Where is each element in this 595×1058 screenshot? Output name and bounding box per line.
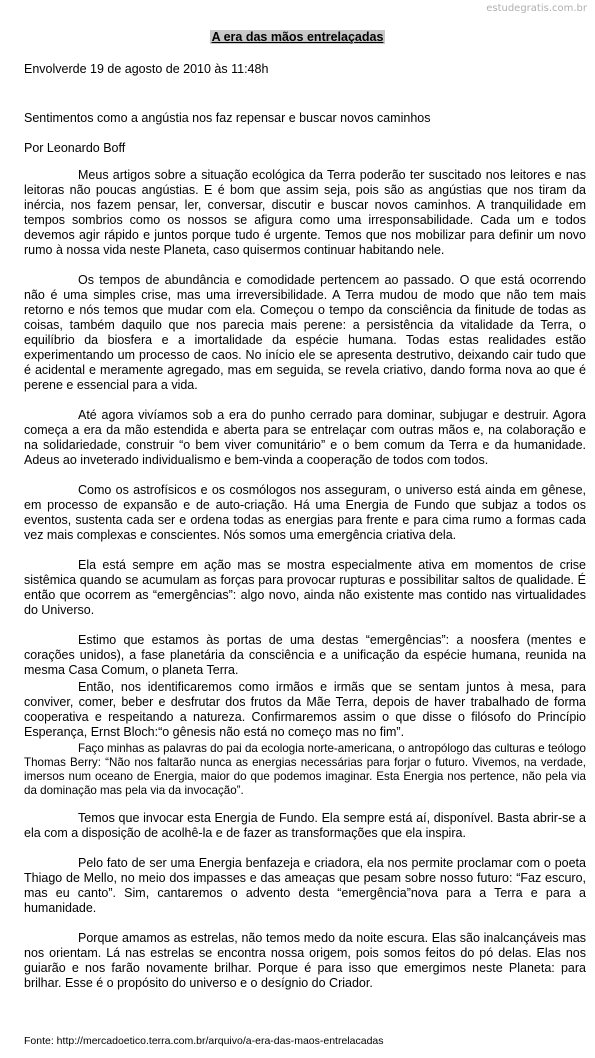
article-byline: Por Leonardo Boff [24,141,126,155]
paragraph: Então, nos identificaremos como irmãos e irmãs que se sentam juntos à mesa, para conviver, comer, beber e desfrutar dos frutos da Mãe Terra, depois de haver trabalhado de forma cooperativa e respeitando a natureza. Confirmaremos assim o que disse o filósofo do Princípio Esperança, Ernst Bloch:“o gênesis não está no começo mas no fim”. [24,680,586,739]
paragraph: Estimo que estamos às portas de uma destas “emergências”: a noosfera (mentes e corações unidos), a fase planetária da consciência e a unificação da espécie humana, reunida na mesma Casa Comum, o planeta Terra. [24,633,586,677]
paragraph: Até agora vivíamos sob a era do punho cerrado para dominar, subjugar e destruir. Agora começa a era da mão estendida e aberta para se entrelaçar com outras mãos e, na colaboração e na solidariedade, construir “o bem viver comunitário” e o bem comum da Terra e da humanidade. Adeus ao inveterado individualismo e bem-vinda a cooperação de todos com todos. [24,408,586,467]
paragraph: Como os astrofísicos e os cosmólogos nos asseguram, o universo está ainda em gênese, em processo de expansão e de auto-criação. Há uma Energia de Fundo que subjaz a todos os eventos, sustenta cada ser e ordena todas as energias para frente e para cima rumo a formas cada vez mais complexas e conscientes. Nós somos uma emergência criativa dela. [24,483,586,542]
site-watermark: estudegratis.com.br [486,3,587,14]
article-subtitle: Sentimentos como a angústia nos faz repensar e buscar novos caminhos [24,111,431,125]
paragraph: Ela está sempre em ação mas se mostra especialmente ativa em momentos de crise sistêmica quando se acumulam as forças para provocar rupturas e possibilitar saltos de qualidade. É então que ocorrem as “emergências”: algo novo, ainda não existente mas contido nas virtualidades do Universo. [24,558,586,617]
article-title-text: A era das mãos entrelaçadas [211,30,384,44]
article-dateline: Envolverde 19 de agosto de 2010 às 11:48h [24,62,269,76]
paragraph: Meus artigos sobre a situação ecológica da Terra poderão ter suscitado nos leitores e nas leitoras não poucas angústias. E é bom que assim seja, pois são as angústias que nos tiram da inércia, nos fazem pensar, ler, conversar, discutir e buscar novos caminhos. A tranquilidade em tempos sombrios como os nossos se afigura como uma irresponsabilidade. Cada um e todos devemos agir rápido e juntos porque tudo é urgente. Temos que nos mobilizar para definir um novo rumo à nossa vida neste Planeta, caso quisermos continuar habitando nele. [24,168,586,257]
paragraph: Temos que invocar esta Energia de Fundo. Ela sempre está aí, disponível. Basta abrir-se a ela com a disposição de acolhê-la e de fazer as transformações que ela inspira. [24,811,586,840]
source-footer: Fonte: http://mercadoetico.terra.com.br/arquivo/a-era-das-maos-entrelacadas [24,1035,384,1047]
paragraph: Porque amamos as estrelas, não temos medo da noite escura. Elas são inalcançáveis mas nos orientam. Lá nas estrelas se encontra nossa origem, pois somos feitos do pó delas. Elas nos guiarão e nos farão novamente brilhar. Porque é para isso que emergimos neste Planeta: para brilhar. Esse é o propósito do universo e o desígnio do Criador. [24,931,586,990]
paragraph: Pelo fato de ser uma Energia benfazeja e criadora, ela nos permite proclamar com o poeta Thiago de Mello, no meio dos impasses e das ameaças que pesam sobre nosso futuro: “Faz escuro, mas eu canto”. Sim, cantaremos o advento desta “emergência”nova para a Terra e para a humanidade. [24,856,586,915]
paragraph: Faço minhas as palavras do pai da ecologia norte-americana, o antropólogo das culturas e teólogo Thomas Berry: “Não nos faltarão nunca as energias necessárias para forjar o futuro. Vivemos, na verdade, imersos num oceano de Energia, maior do que podemos imaginar. Esta Energia nos pertence, não pela via da dominação mas pela via da invocação”. [24,742,586,797]
paragraph: Os tempos de abundância e comodidade pertencem ao passado. O que está ocorrendo não é uma simples crise, mas uma irreversibilidade. A Terra mudou de modo que não tem mais retorno e nós temos que mudar com ela. Começou o tempo da consciência da finitude de todas as coisas, também daquilo que nos parecia mais perene: a persistência da vitalidade da Terra, o equilíbrio da biosfera e a imortalidade da espécie humana. Todas estas realidades estão experimentando um processo de caos. No início ele se apresenta destrutivo, deixando cair tudo que é acidental e meramente agregado, mas em seguida, se revela criativo, dando forma nova ao que é perene e essencial para a vida. [24,273,586,392]
article-body [24,168,586,1006]
article-title [0,30,595,44]
